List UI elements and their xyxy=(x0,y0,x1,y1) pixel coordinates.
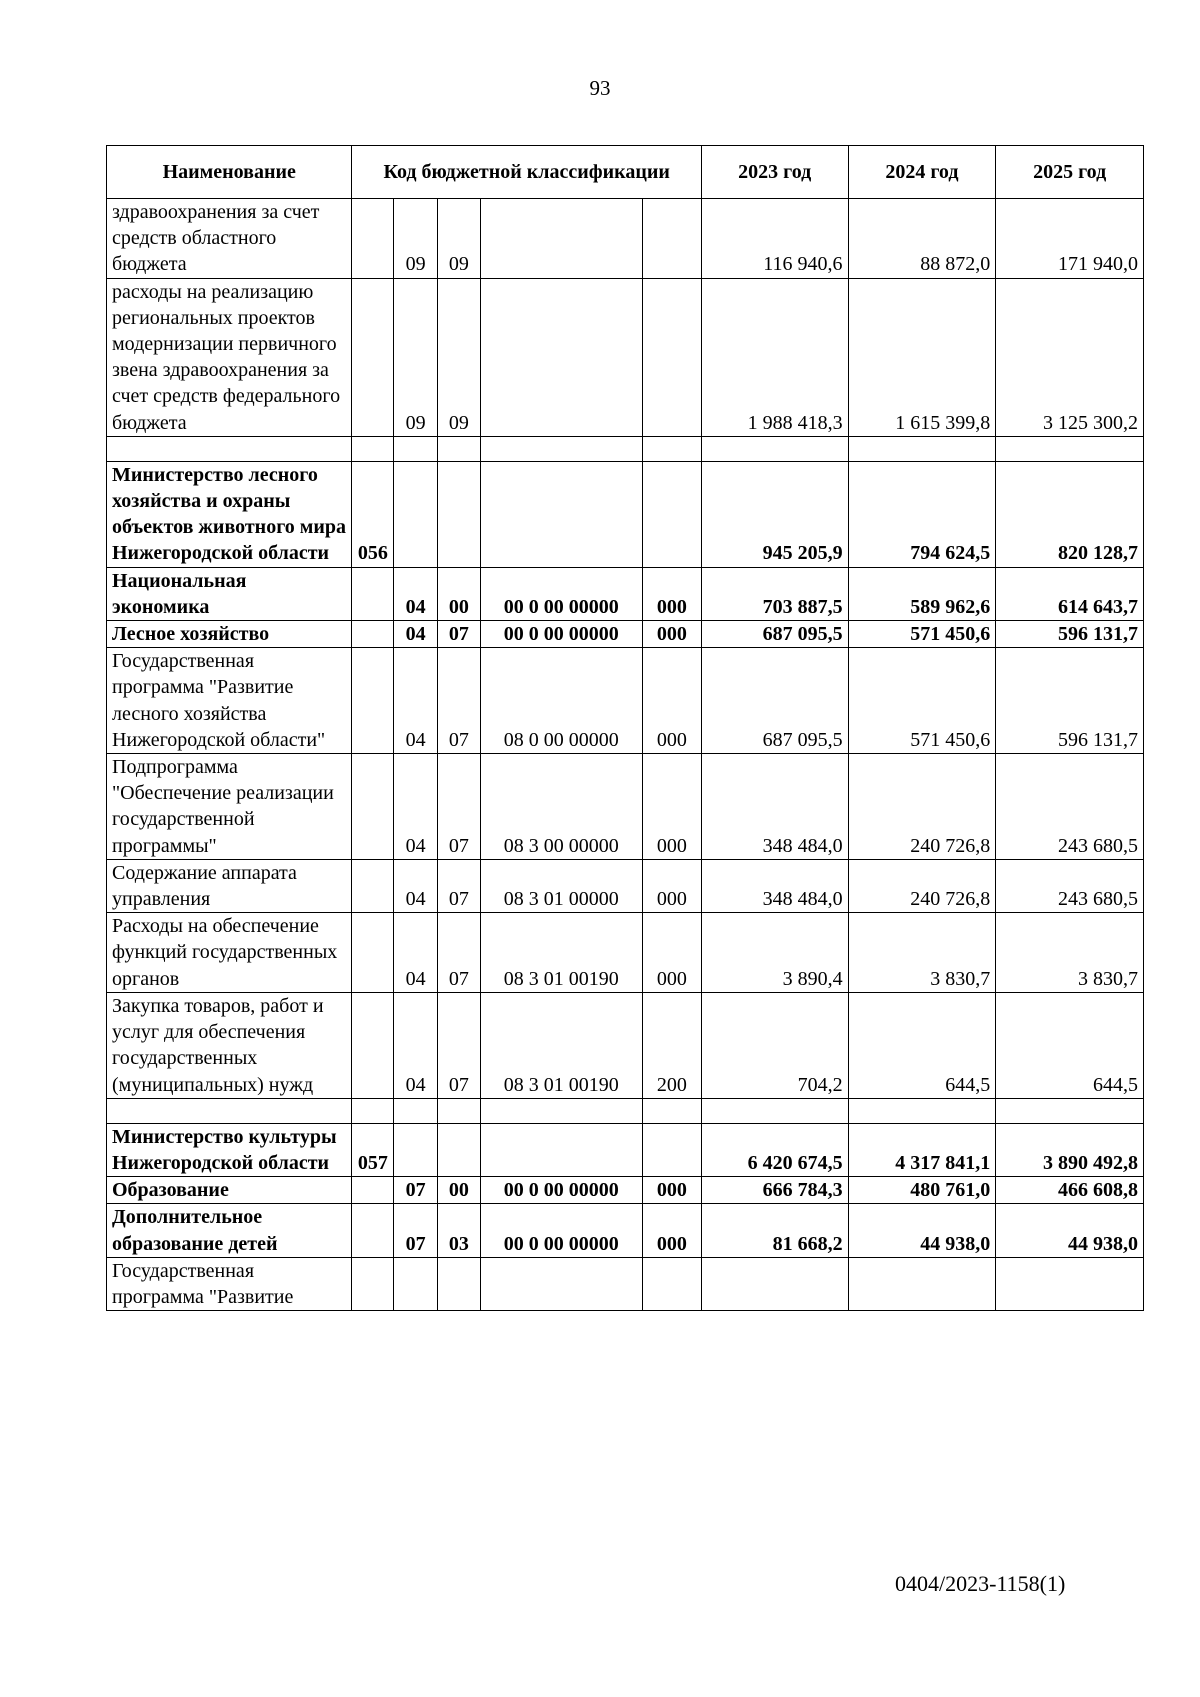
row-name: Содержание аппарата управления xyxy=(107,859,352,912)
section-code: 04 xyxy=(394,754,438,860)
empty-cell xyxy=(701,1098,848,1123)
grbs-code xyxy=(352,1204,394,1257)
table-header-row xyxy=(107,146,1144,199)
subsection-code: 00 xyxy=(438,1177,481,1204)
empty-cell xyxy=(438,1098,481,1123)
header-2024: 2024 год xyxy=(848,146,996,199)
table-row xyxy=(107,648,1144,754)
section-code: 04 xyxy=(394,913,438,993)
value-2023: 348 484,0 xyxy=(701,859,848,912)
target-item-code: 00 0 00 00000 xyxy=(480,621,642,648)
table-row xyxy=(107,859,1144,912)
row-name: Образование xyxy=(107,1177,352,1204)
header-2025: 2025 год xyxy=(996,146,1144,199)
header-code: Код бюджетной классификации xyxy=(352,146,701,199)
empty-cell xyxy=(352,436,394,461)
page-number: 93 xyxy=(589,76,611,100)
table-row xyxy=(107,1098,1144,1123)
value-2024: 240 726,8 xyxy=(848,859,996,912)
empty-cell xyxy=(352,1098,394,1123)
table-row xyxy=(107,1123,1144,1176)
grbs-code xyxy=(352,278,394,436)
empty-cell xyxy=(394,1098,438,1123)
target-item-code xyxy=(480,199,642,279)
grbs-code xyxy=(352,199,394,279)
row-name: Закупка товаров, работ и услуг для обеспечения государственных (муниципальных) нужд xyxy=(107,992,352,1098)
value-2024: 88 872,0 xyxy=(848,199,996,279)
target-item-code: 08 0 00 00000 xyxy=(480,648,642,754)
target-item-code: 08 3 01 00000 xyxy=(480,859,642,912)
expense-type-code: 000 xyxy=(642,859,701,912)
subsection-code: 07 xyxy=(438,992,481,1098)
expense-type-code: 000 xyxy=(642,567,701,620)
subsection-code: 09 xyxy=(438,199,481,279)
table-row xyxy=(107,1177,1144,1204)
budget-table xyxy=(106,145,1144,1311)
value-2023: 703 887,5 xyxy=(701,567,848,620)
subsection-code: 00 xyxy=(438,567,481,620)
row-name: Министерство культуры Нижегородской области xyxy=(107,1123,352,1176)
value-2023: 666 784,3 xyxy=(701,1177,848,1204)
table-row xyxy=(107,567,1144,620)
section-code: 09 xyxy=(394,278,438,436)
subsection-code xyxy=(438,461,481,567)
value-2023: 687 095,5 xyxy=(701,621,848,648)
value-2025: 614 643,7 xyxy=(996,567,1144,620)
value-2025: 44 938,0 xyxy=(996,1204,1144,1257)
section-code: 07 xyxy=(394,1177,438,1204)
value-2023: 704,2 xyxy=(701,992,848,1098)
table-row xyxy=(107,461,1144,567)
expense-type-code: 000 xyxy=(642,648,701,754)
subsection-code xyxy=(438,1257,481,1310)
value-2025 xyxy=(996,1257,1144,1310)
empty-cell xyxy=(107,1098,352,1123)
table-row xyxy=(107,913,1144,993)
table-row xyxy=(107,992,1144,1098)
subsection-code: 07 xyxy=(438,621,481,648)
empty-cell xyxy=(107,436,352,461)
table-row xyxy=(107,1257,1144,1310)
target-item-code xyxy=(480,1123,642,1176)
value-2025: 596 131,7 xyxy=(996,648,1144,754)
value-2025: 466 608,8 xyxy=(996,1177,1144,1204)
grbs-code xyxy=(352,648,394,754)
section-code xyxy=(394,1123,438,1176)
value-2024: 794 624,5 xyxy=(848,461,996,567)
table-row xyxy=(107,199,1144,279)
table-row xyxy=(107,1204,1144,1257)
grbs-code xyxy=(352,913,394,993)
target-item-code: 08 3 01 00190 xyxy=(480,992,642,1098)
value-2024: 240 726,8 xyxy=(848,754,996,860)
value-2023: 687 095,5 xyxy=(701,648,848,754)
target-item-code xyxy=(480,1257,642,1310)
grbs-code xyxy=(352,621,394,648)
value-2023: 1 988 418,3 xyxy=(701,278,848,436)
empty-cell xyxy=(848,1098,996,1123)
row-name: Государственная программа "Развитие xyxy=(107,1257,352,1310)
value-2025: 3 125 300,2 xyxy=(996,278,1144,436)
row-name: Расходы на обеспечение функций государственных органов xyxy=(107,913,352,993)
expense-type-code xyxy=(642,199,701,279)
table-row xyxy=(107,436,1144,461)
row-name: Подпрограмма "Обеспечение реализации государственной программы" xyxy=(107,754,352,860)
empty-cell xyxy=(701,436,848,461)
header-name: Наименование xyxy=(107,146,352,199)
grbs-code: 056 xyxy=(352,461,394,567)
grbs-code xyxy=(352,567,394,620)
empty-cell xyxy=(394,436,438,461)
target-item-code: 00 0 00 00000 xyxy=(480,567,642,620)
value-2023: 6 420 674,5 xyxy=(701,1123,848,1176)
section-code xyxy=(394,461,438,567)
row-name: Национальная экономика xyxy=(107,567,352,620)
subsection-code xyxy=(438,1123,481,1176)
row-name: Министерство лесного хозяйства и охраны объектов животного мира Нижегородской области xyxy=(107,461,352,567)
value-2024: 480 761,0 xyxy=(848,1177,996,1204)
subsection-code: 03 xyxy=(438,1204,481,1257)
subsection-code: 09 xyxy=(438,278,481,436)
value-2023 xyxy=(701,1257,848,1310)
subsection-code: 07 xyxy=(438,859,481,912)
value-2024: 3 830,7 xyxy=(848,913,996,993)
row-name: Государственная программа "Развитие лесного хозяйства Нижегородской области" xyxy=(107,648,352,754)
expense-type-code xyxy=(642,278,701,436)
expense-type-code: 000 xyxy=(642,1204,701,1257)
expense-type-code: 000 xyxy=(642,754,701,860)
empty-cell xyxy=(848,436,996,461)
value-2024: 571 450,6 xyxy=(848,648,996,754)
value-2023: 348 484,0 xyxy=(701,754,848,860)
section-code: 04 xyxy=(394,859,438,912)
grbs-code: 057 xyxy=(352,1123,394,1176)
grbs-code xyxy=(352,1257,394,1310)
value-2023: 3 890,4 xyxy=(701,913,848,993)
empty-cell xyxy=(480,436,642,461)
section-code: 09 xyxy=(394,199,438,279)
value-2023: 116 940,6 xyxy=(701,199,848,279)
row-name: здравоохранения за счет средств областного бюджета xyxy=(107,199,352,279)
value-2025: 820 128,7 xyxy=(996,461,1144,567)
expense-type-code: 000 xyxy=(642,913,701,993)
grbs-code xyxy=(352,754,394,860)
empty-cell xyxy=(480,1098,642,1123)
empty-cell xyxy=(996,436,1144,461)
value-2024: 4 317 841,1 xyxy=(848,1123,996,1176)
subsection-code: 07 xyxy=(438,913,481,993)
value-2025: 3 890 492,8 xyxy=(996,1123,1144,1176)
value-2024: 44 938,0 xyxy=(848,1204,996,1257)
grbs-code xyxy=(352,1177,394,1204)
section-code: 04 xyxy=(394,621,438,648)
value-2024: 589 962,6 xyxy=(848,567,996,620)
target-item-code xyxy=(480,461,642,567)
empty-cell xyxy=(438,436,481,461)
value-2024: 1 615 399,8 xyxy=(848,278,996,436)
table-row xyxy=(107,621,1144,648)
table-row xyxy=(107,278,1144,436)
value-2025: 243 680,5 xyxy=(996,859,1144,912)
value-2025: 3 830,7 xyxy=(996,913,1144,993)
section-code: 04 xyxy=(394,567,438,620)
section-code: 07 xyxy=(394,1204,438,1257)
value-2024: 571 450,6 xyxy=(848,621,996,648)
empty-cell xyxy=(996,1098,1144,1123)
value-2025: 171 940,0 xyxy=(996,199,1144,279)
expense-type-code: 200 xyxy=(642,992,701,1098)
table-row xyxy=(107,754,1144,860)
section-code: 04 xyxy=(394,648,438,754)
value-2023: 945 205,9 xyxy=(701,461,848,567)
expense-type-code xyxy=(642,1123,701,1176)
subsection-code: 07 xyxy=(438,754,481,860)
section-code: 04 xyxy=(394,992,438,1098)
empty-cell xyxy=(642,436,701,461)
value-2025: 596 131,7 xyxy=(996,621,1144,648)
expense-type-code: 000 xyxy=(642,1177,701,1204)
target-item-code: 08 3 01 00190 xyxy=(480,913,642,993)
row-name: Лесное хозяйство xyxy=(107,621,352,648)
expense-type-code xyxy=(642,1257,701,1310)
document-code: 0404/2023-1158(1) xyxy=(895,1571,1066,1596)
header-2023: 2023 год xyxy=(701,146,848,199)
value-2025: 243 680,5 xyxy=(996,754,1144,860)
value-2025: 644,5 xyxy=(996,992,1144,1098)
expense-type-code xyxy=(642,461,701,567)
section-code xyxy=(394,1257,438,1310)
target-item-code: 00 0 00 00000 xyxy=(480,1177,642,1204)
target-item-code: 00 0 00 00000 xyxy=(480,1204,642,1257)
row-name: Дополнительное образование детей xyxy=(107,1204,352,1257)
subsection-code: 07 xyxy=(438,648,481,754)
target-item-code xyxy=(480,278,642,436)
value-2023: 81 668,2 xyxy=(701,1204,848,1257)
target-item-code: 08 3 00 00000 xyxy=(480,754,642,860)
row-name: расходы на реализацию региональных проектов модернизации первичного звена здравоохранения за счет средств федерального бюджета xyxy=(107,278,352,436)
empty-cell xyxy=(642,1098,701,1123)
expense-type-code: 000 xyxy=(642,621,701,648)
value-2024 xyxy=(848,1257,996,1310)
value-2024: 644,5 xyxy=(848,992,996,1098)
grbs-code xyxy=(352,992,394,1098)
grbs-code xyxy=(352,859,394,912)
